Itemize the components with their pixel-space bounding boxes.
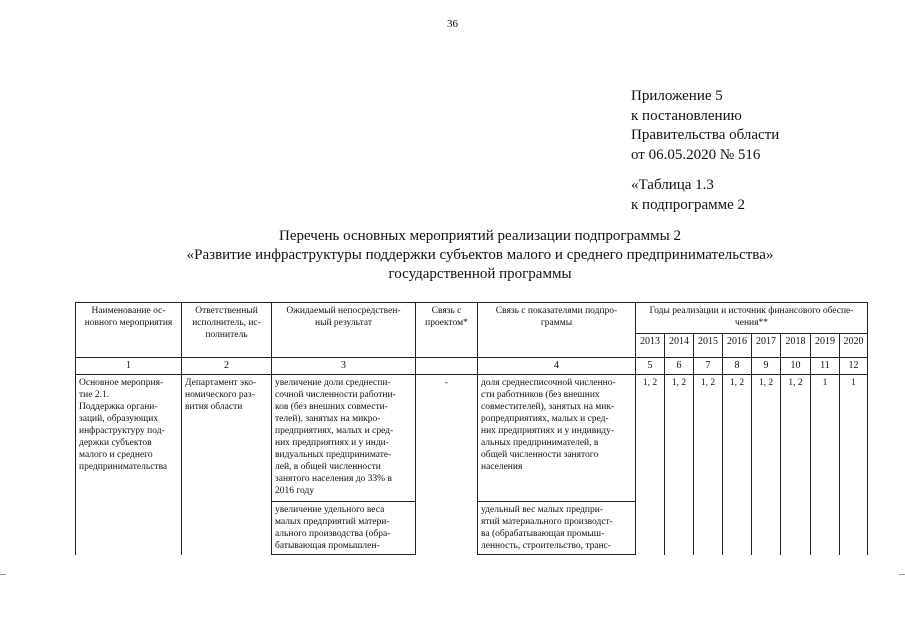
funding-cell: 1, 2 — [781, 375, 811, 555]
column-number: 6 — [665, 358, 694, 375]
column-number-row — [76, 358, 868, 375]
appendix-line: от 06.05.2020 № 516 — [631, 146, 761, 163]
indicator-cell: доля среднесписочной численно- сти работников (без внешних совместителей), занятых на мик- ропредприятиях, малых и сред- них предприятиях и у индивиду- альных предпринимателей, в общей численности занятого населения — [478, 375, 636, 502]
year-cell: 2018 — [781, 334, 811, 358]
event-cell: Основное мероприя- тие 2.1. Поддержка органи- заций, образующих инфраструктуру под- держки субъектов малого и среднего предпринимательства — [76, 375, 182, 555]
appendix-line: к постановлению — [631, 107, 742, 124]
scan-edge-mark — [899, 574, 905, 575]
funding-cell: 1 — [840, 375, 868, 555]
funding-cell: 1 — [811, 375, 840, 555]
column-number — [416, 358, 478, 375]
year-cell: 2017 — [752, 334, 781, 358]
document-title — [60, 227, 900, 284]
executor-cell: Департамент эко- номического раз- вития области — [182, 375, 272, 555]
indicator-cell: удельный вес малых предпри- ятий материального производст- ва (обрабатывающая промыш- ленность, строительство, транс- — [478, 502, 636, 555]
column-number: 8 — [723, 358, 752, 375]
header-years-funding: Годы реализации и источник финансового обеспе- чения** — [636, 303, 868, 334]
table-row — [76, 375, 868, 502]
column-number: 5 — [636, 358, 665, 375]
project-cell: - — [416, 375, 478, 555]
appendix-line: Приложение 5 — [631, 88, 723, 104]
funding-cell: 1, 2 — [665, 375, 694, 555]
column-number: 1 — [76, 358, 182, 375]
header-indicators: Связь с показателями подпро- граммы — [478, 303, 636, 358]
year-cell: 2014 — [665, 334, 694, 358]
result-cell: увеличение доли среднеспи- сочной численности работни- ков (без внешних совмести- телей), занятых на микро- предприятиях, малых и сред- них предприятиях и у инди- видуальных предпринимате- лей, в общей численности занятого населения до 33% в 2016 году — [272, 375, 416, 502]
column-number: 7 — [694, 358, 723, 375]
column-number: 10 — [781, 358, 811, 375]
page-number: 36 — [447, 18, 458, 30]
title-line: государственной программы — [388, 266, 572, 282]
header-project: Связь с проектом* — [416, 303, 478, 358]
scan-edge-mark — [0, 574, 6, 575]
measures-table — [75, 302, 868, 555]
column-number: 11 — [811, 358, 840, 375]
header-result: Ожидаемый непосредствен- ный результат — [272, 303, 416, 358]
funding-cell: 1, 2 — [723, 375, 752, 555]
appendix-line: Правительства области — [631, 127, 780, 143]
column-number: 2 — [182, 358, 272, 375]
column-number: 12 — [840, 358, 868, 375]
title-line: «Развитие инфраструктуры поддержки субъектов малого и среднего предпринимательства» — [186, 247, 774, 263]
year-cell: 2016 — [723, 334, 752, 358]
funding-cell: 1, 2 — [636, 375, 665, 555]
result-cell: увеличение удельного веса малых предприятий матери- ального производства (обра- батывающая промышлен- — [272, 502, 416, 555]
year-cell: 2015 — [694, 334, 723, 358]
header-executor: Ответственный исполнитель, ис- полнитель — [182, 303, 272, 358]
year-cell: 2019 — [811, 334, 840, 358]
table-ref-line: «Таблица 1.3 — [631, 177, 714, 193]
header-event: Наименование ос- новного мероприятия — [76, 303, 182, 358]
column-number: 3 — [272, 358, 416, 375]
column-number: 4 — [478, 358, 636, 375]
year-cell: 2013 — [636, 334, 665, 358]
funding-cell: 1, 2 — [694, 375, 723, 555]
header-row — [76, 303, 868, 334]
title-line: Перечень основных мероприятий реализации подпрограммы 2 — [279, 228, 681, 244]
table-reference — [631, 176, 745, 215]
funding-cell: 1, 2 — [752, 375, 781, 555]
column-number: 9 — [752, 358, 781, 375]
appendix-block — [631, 87, 779, 165]
year-cell: 2020 — [840, 334, 868, 358]
table-ref-line: к подпрограмме 2 — [631, 196, 745, 213]
